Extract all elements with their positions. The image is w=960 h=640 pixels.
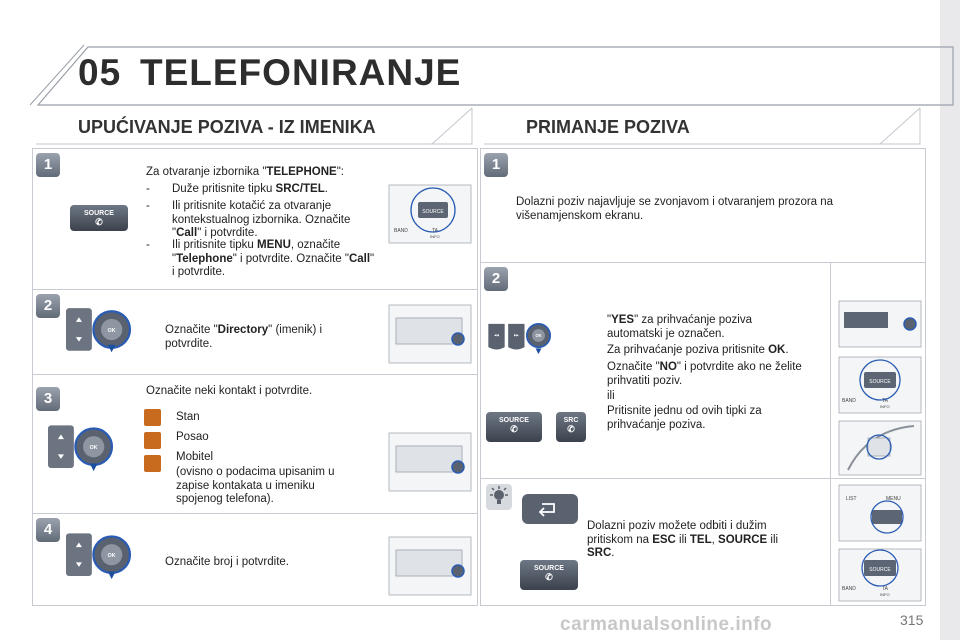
step-badge-1: 1 (484, 153, 508, 177)
chapter-number: 05 (78, 52, 122, 93)
audio-panel-thumbnail (838, 300, 922, 348)
right-reject-text: Dolazni poziv možete odbiti i dužim pritiskom na ESC ili TEL, SOURCE ili SRC. (587, 520, 779, 559)
svg-text:TA: TA (882, 586, 889, 592)
left-section-title: UPUĆIVANJE POZIVA - IZ IMENIKA (78, 117, 376, 137)
seek-and-ok-illustration (486, 310, 556, 368)
step-badge-3: 3 (36, 387, 60, 411)
left-step1-bullet-1: Duže pritisnite tipku SRC/TEL. (172, 183, 328, 195)
bullet-dash: - (146, 200, 150, 212)
left-step3-text: Označite neki kontakt i potvrdite. (146, 385, 313, 397)
right-step2-p5: Pritisnite jednu od ovih tipki za prihvaćanje poziva. (607, 405, 762, 431)
right-step2-p1: "YES" za prihvaćanje poziva automatski je označen. (607, 314, 752, 340)
bullet-dash: - (146, 183, 150, 195)
right-divider-1 (480, 262, 926, 263)
step-badge-1: 1 (36, 153, 60, 177)
watermark: carmanualsonline.info (560, 614, 773, 635)
svg-text:SOURCE: SOURCE (869, 379, 891, 385)
steering-wheel-controls-thumbnail (838, 420, 922, 476)
left-divider-3 (32, 513, 478, 514)
svg-text:LIST: LIST (846, 496, 857, 502)
left-divider-2 (32, 374, 478, 375)
step-badge-2: 2 (36, 294, 60, 318)
source-button-illustration: SOURCE ✆ (486, 412, 542, 442)
left-step1-bullet-2: Ili pritisnite kotačić za otvaranje kontekstualnog izbornika. Označite "Call" i potvrdite. (172, 200, 351, 239)
svg-text:TA: TA (432, 228, 439, 234)
contact-type-home: Stan (176, 411, 200, 423)
svg-text:INFO: INFO (430, 234, 440, 239)
ok-dial-illustration (48, 420, 118, 478)
right-step1-text: Dolazni poziv najavljuje se zvonjavom i otvaranjem prozora na višenamjenskom ekranu. (516, 196, 834, 222)
svg-text:◂◂: ◂◂ (494, 333, 499, 339)
svg-text:SOURCE: SOURCE (422, 209, 444, 215)
left-step4-text: Označite broj i potvrdite. (165, 556, 290, 568)
home-contact-icon (144, 409, 161, 426)
svg-text:INFO: INFO (880, 592, 890, 597)
audio-panel-thumbnail (388, 536, 472, 596)
step-badge-2: 2 (484, 267, 508, 291)
left-step1-bullet-3: Ili pritisnite tipku MENU, označite "Telephone" i potvrdite. Označite "Call" i potvrdite. (172, 239, 375, 278)
step-badge-4: 4 (36, 518, 60, 542)
svg-text:OK: OK (107, 327, 116, 334)
right-step2-p4: ili (607, 390, 615, 402)
radio-panel-thumbnail (388, 184, 472, 244)
radio-panel-thumbnail (838, 548, 922, 602)
svg-text:TA: TA (882, 398, 889, 404)
left-step2-text: Označite "Directory" (imenik) i potvrdite. (165, 324, 323, 350)
left-divider-1 (32, 289, 478, 290)
svg-text:MENU: MENU (886, 496, 901, 502)
right-step2-p2: Za prihvaćanje poziva pritisnite OK. (607, 344, 789, 356)
left-step1-intro: Za otvaranje izbornika "TELEPHONE": (146, 166, 344, 178)
esc-button-illustration (522, 494, 578, 524)
right-thumb-column-divider (830, 262, 831, 606)
mobile-contact-icon (144, 455, 161, 472)
work-contact-icon (144, 432, 161, 449)
contact-types-note: (ovisno o podacima upisanim u zapise kontakata u imeniku spojenog telefona). (176, 466, 335, 505)
page-number: 315 (900, 612, 924, 628)
svg-text:SOURCE: SOURCE (869, 567, 891, 573)
svg-text:BAND: BAND (842, 586, 856, 592)
ok-dial-illustration (66, 528, 136, 586)
svg-text:INFO: INFO (880, 404, 890, 409)
contact-type-mobile: Mobitel (176, 451, 214, 463)
right-section-title: PRIMANJE POZIVA (526, 117, 690, 137)
tip-lightbulb-icon (486, 484, 512, 510)
ok-dial-illustration (66, 302, 136, 360)
svg-text:BAND: BAND (842, 398, 856, 404)
svg-text:▸▸: ▸▸ (513, 333, 519, 339)
bullet-dash: - (146, 239, 150, 251)
audio-panel-thumbnail (388, 304, 472, 364)
chapter-title: TELEFONIRANJE (140, 52, 462, 93)
audio-panel-thumbnail (388, 432, 472, 492)
right-divider-2 (480, 478, 926, 479)
svg-text:BAND: BAND (394, 228, 408, 234)
source-button-illustration: SOURCE ✆ (70, 205, 128, 231)
contact-type-work: Posao (176, 431, 209, 443)
svg-text:OK: OK (535, 333, 542, 339)
right-step2-p3: Označite "NO" i potvrdite ako ne želite prihvatiti poziv. (607, 361, 802, 387)
radio-panel-thumbnail (838, 356, 922, 414)
svg-text:OK: OK (107, 553, 116, 559)
menu-panel-thumbnail (838, 484, 922, 542)
source-button-illustration: SOURCE ✆ (520, 560, 578, 590)
src-button-illustration: SRC ✆ (556, 412, 586, 442)
svg-text:OK: OK (89, 445, 98, 451)
